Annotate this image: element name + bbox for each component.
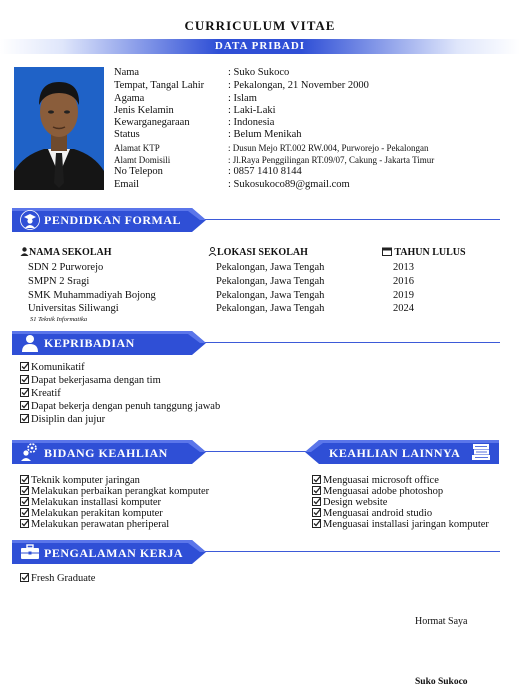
checkbox-icon bbox=[20, 486, 29, 495]
info-row-jenis-kelamin: Jenis Kelamin : Laki-Laki bbox=[114, 105, 276, 116]
profile-photo bbox=[14, 67, 104, 190]
checkbox-icon bbox=[20, 573, 29, 582]
col-head-school: NAMA SEKOLAH bbox=[20, 247, 112, 258]
checkbox-icon bbox=[20, 388, 29, 397]
checkbox-icon bbox=[20, 401, 29, 410]
briefcase-icon bbox=[20, 544, 40, 560]
checkbox-icon bbox=[20, 475, 29, 484]
list-item: Melakukan perawatan pheriperal bbox=[20, 519, 169, 531]
list-item: Dapat bekerjasama dengan tim bbox=[20, 375, 161, 387]
info-row-status: Status : Belum Menikah bbox=[114, 129, 302, 140]
gear-person-icon bbox=[20, 442, 40, 462]
checkbox-icon bbox=[312, 519, 321, 528]
list-item: Melakukan installasi komputer bbox=[20, 497, 161, 509]
info-row-alamat-ktp: Alamat KTP : Dusun Mejo RT.002 RW.004, Purworejo - Pekalongan bbox=[114, 143, 429, 153]
kepribadian-heading: KEPRIBADIAN bbox=[44, 336, 135, 350]
person-icon bbox=[20, 247, 29, 256]
user-icon bbox=[21, 334, 39, 352]
closing-greeting: Hormat Saya bbox=[415, 616, 468, 627]
edu-school: SMK Muhammadiyah Bojong bbox=[28, 290, 156, 301]
list-item: Dapat bekerja dengan penuh tanggung jawab bbox=[20, 401, 220, 413]
list-item: Disiplin dan jujur bbox=[20, 414, 105, 426]
edu-year: 2019 bbox=[393, 290, 414, 301]
list-item: Menguasai installasi jaringan komputer bbox=[312, 519, 489, 531]
checkbox-icon bbox=[20, 375, 29, 384]
checkbox-icon bbox=[20, 508, 29, 517]
signature-name: Suko Sukoco bbox=[415, 677, 468, 687]
edu-school: SDN 2 Purworejo bbox=[28, 262, 104, 273]
pengalaman-divider bbox=[205, 551, 500, 552]
list-item: Melakukan perbaikan perangkat komputer bbox=[20, 486, 209, 498]
checkbox-icon bbox=[20, 519, 29, 528]
info-row-agama: Agama : Islam bbox=[114, 93, 257, 104]
bidang-divider bbox=[205, 451, 313, 452]
edu-year: 2024 bbox=[393, 303, 414, 314]
checkbox-icon bbox=[312, 486, 321, 495]
list-item: Teknik komputer jaringan bbox=[20, 475, 140, 487]
info-row-nama: Nama : Suko Sukoco bbox=[114, 67, 290, 78]
data-pribadi-heading: DATA PRIBADI bbox=[214, 40, 306, 52]
info-row-telepon: No Telepon : 0857 1410 8144 bbox=[114, 166, 302, 177]
pengalaman-heading: PENGALAMAN KERJA bbox=[44, 546, 183, 560]
info-row-email: Email : Sukosukoco89@gmail.com bbox=[114, 179, 350, 190]
edu-degree-note: S1 Teknik Informatika bbox=[30, 316, 88, 323]
edu-school: SMPN 2 Sragi bbox=[28, 276, 90, 287]
col-head-location: LOKASI SEKOLAH bbox=[208, 247, 308, 258]
info-row-kewarganegaraan: Kewarganegaraan : Indonesia bbox=[114, 117, 275, 128]
list-item: Design website bbox=[312, 497, 387, 509]
pendidikan-divider bbox=[205, 219, 500, 220]
edu-location: Pekalongan, Jawa Tengah bbox=[216, 262, 325, 273]
document-title: CURRICULUM VITAE bbox=[184, 18, 336, 33]
list-item: Komunikatif bbox=[20, 362, 85, 374]
checkbox-icon bbox=[20, 497, 29, 506]
pendidikan-heading: PENDIDKAN FORMAL bbox=[44, 213, 181, 227]
edu-year: 2016 bbox=[393, 276, 414, 287]
info-row-ttl: Tempat, Tangal Lahir : Pekalongan, 21 November 2000 bbox=[114, 80, 369, 91]
edu-year: 2013 bbox=[393, 262, 414, 273]
checkbox-icon bbox=[20, 414, 29, 423]
checkbox-icon bbox=[20, 362, 29, 371]
checkbox-icon bbox=[312, 475, 321, 484]
kepribadian-divider bbox=[205, 342, 500, 343]
edu-location: Pekalongan, Jawa Tengah bbox=[216, 303, 325, 314]
list-item: Menguasai microsoft office bbox=[312, 475, 439, 487]
edu-school: Universitas Siliwangi bbox=[28, 303, 119, 314]
location-person-icon bbox=[208, 247, 217, 256]
student-icon bbox=[20, 210, 40, 230]
edu-location: Pekalongan, Jawa Tengah bbox=[216, 276, 325, 287]
list-item: Fresh Graduate bbox=[20, 573, 95, 585]
calendar-icon bbox=[382, 247, 392, 256]
list-item: Menguasai adobe photoshop bbox=[312, 486, 443, 498]
bidang-heading: BIDANG KEAHLIAN bbox=[44, 446, 168, 460]
list-item: Melakukan perakitan komputer bbox=[20, 508, 163, 520]
list-item: Kreatif bbox=[20, 388, 61, 400]
col-head-year: TAHUN LULUS bbox=[382, 247, 466, 258]
lainnya-heading: KEAHLIAN LAINNYA bbox=[329, 446, 461, 460]
list-item: Menguasai android studio bbox=[312, 508, 432, 520]
info-row-alamat-domisili: Alamt Domisili : Jl.Raya Penggilingan RT.09/07, Cakung - Jakarta Timur bbox=[114, 155, 435, 165]
checkbox-icon bbox=[312, 508, 321, 517]
books-icon bbox=[471, 443, 491, 461]
edu-location: Pekalongan, Jawa Tengah bbox=[216, 290, 325, 301]
checkbox-icon bbox=[312, 497, 321, 506]
